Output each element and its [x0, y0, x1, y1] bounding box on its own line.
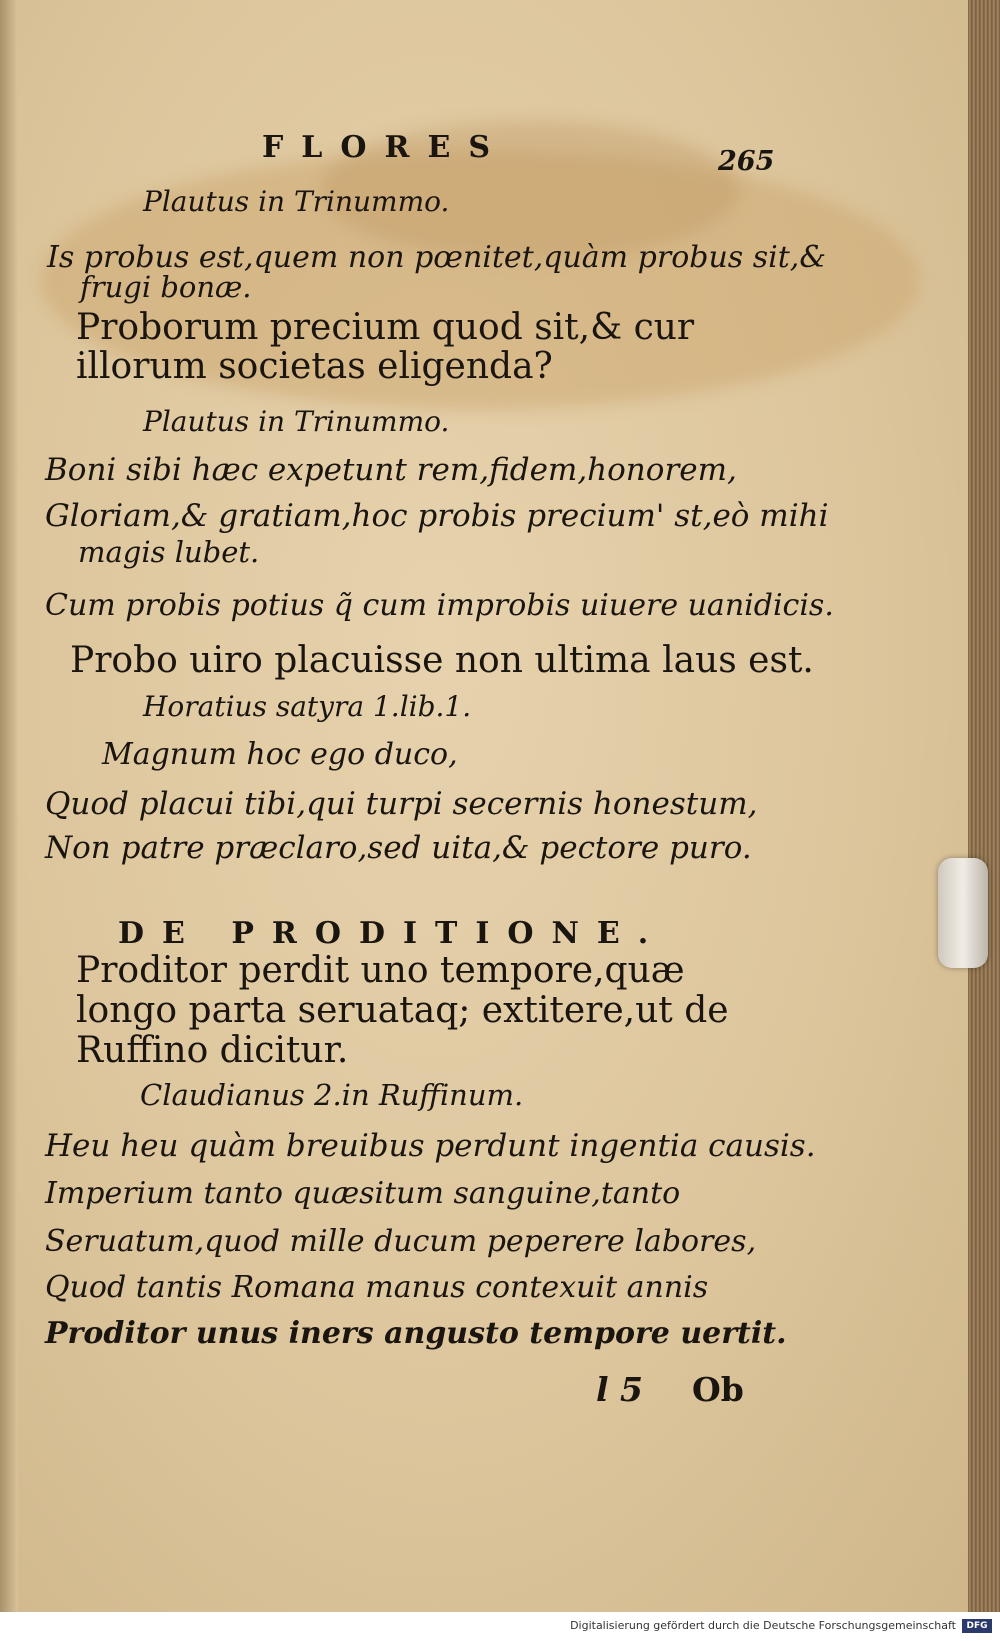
catchword: Ob — [692, 1370, 744, 1409]
text-line: Quod tantis Romana manus contexuit annis — [45, 1270, 709, 1305]
text-line: Plautus in Trinummo. — [143, 185, 450, 218]
text-line: Boni sibi hæc expetunt rem,fidem,honorem, — [45, 452, 737, 488]
text-line: Non patre præclaro,sed uita,& pectore puro. — [45, 830, 752, 866]
text-line: Seruatum,quod mille ducum peperere labores, — [45, 1224, 757, 1259]
section-heading: DE PRODITIONE. — [118, 916, 667, 951]
text-line: Quod placui tibi,qui turpi secernis honestum, — [45, 786, 758, 822]
signature-mark: l 5 — [596, 1370, 643, 1409]
page-gutter — [0, 0, 18, 1612]
heading-line: illorum societas eligenda? — [76, 346, 553, 387]
footer-credit: Digitalisierung gefördert durch die Deutsche Forschungsgemeinschaft — [570, 1619, 956, 1632]
text-line: Imperium tanto quæsitum sanguine,tanto — [45, 1176, 681, 1211]
book-clip — [938, 858, 988, 968]
page-number: 265 — [718, 146, 775, 177]
digitization-footer — [0, 1612, 1000, 1641]
page-edges — [968, 0, 1000, 1612]
heading-line: Ruffino dicitur. — [76, 1030, 349, 1071]
text-line: magis lubet. — [78, 535, 260, 569]
heading-line: Probo uiro placuisse non ultima laus est. — [70, 640, 814, 681]
text-line: Gloriam,& gratiam,hoc probis precium' st,eò mihi — [45, 498, 829, 534]
heading-line: Proditor perdit uno tempore,quæ — [76, 950, 685, 991]
text-line: Plautus in Trinummo. — [143, 405, 450, 438]
text-line: Heu heu quàm breuibus perdunt ingentia causis. — [45, 1128, 816, 1164]
running-title: FLORES — [262, 130, 508, 165]
text-line: Claudianus 2.in Ruffinum. — [140, 1078, 524, 1112]
text-line: frugi bonæ. — [80, 270, 252, 304]
text-line: Horatius satyra 1.lib.1. — [143, 690, 472, 723]
text-line: Cum probis potius q̃ cum improbis uiuere uanidicis. — [45, 588, 834, 623]
heading-line: longo parta seruataq; extitere,ut de — [76, 990, 729, 1031]
heading-line: Proborum precium quod sit,& cur — [76, 307, 695, 348]
dfg-logo: DFG — [962, 1619, 992, 1633]
text-line: Is probus est,quem non pœnitet,quàm probus sit,& — [47, 240, 827, 275]
text-line: Proditor unus iners angusto tempore uertit. — [45, 1316, 787, 1351]
text-line: Magnum hoc ego duco, — [102, 737, 458, 772]
